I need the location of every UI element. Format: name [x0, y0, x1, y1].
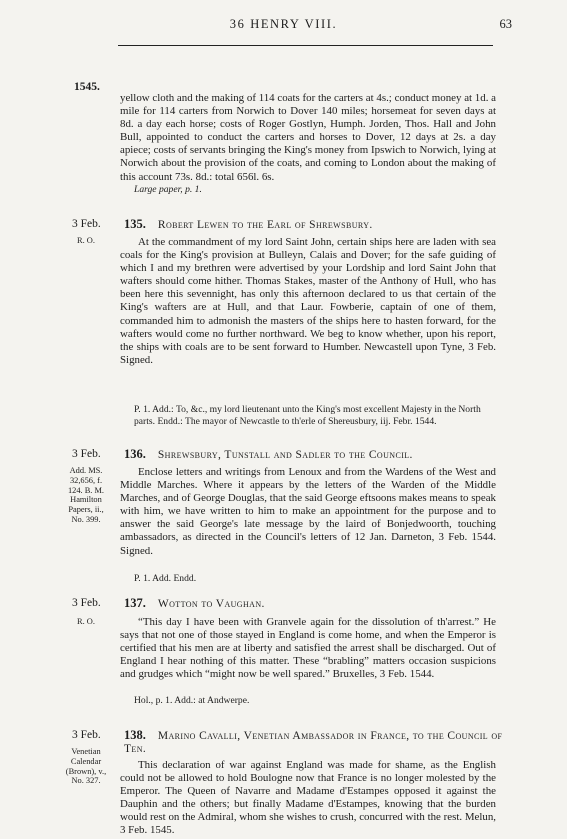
- entry-heading: [124, 596, 504, 611]
- entry-title: Wotton to Vaughan.: [157, 598, 265, 610]
- entry-date: 3 Feb.: [72, 597, 101, 609]
- entry-note: Hol., p. 1. Add.: at Andwerpe.: [134, 695, 250, 706]
- entry-text: At the commandment of my lord Saint John, certain ships here are laden with sea coals for the King's provision at Bulleyn, Calais and Dover; for the safe guiding of which I and my brethren were advertised by your Lordship and lord Saint John that wafters should come hither. Thomas Stakes, master of the Anthony of Hull, who has been here this sevennight, has only this afternoon declared to us that certain of the King's wafters are at Hull, and that Laur. Fowberie, captain of one of them, commanded him to admonish the masters of the ships here to hasten forward, for the wafters would come no further northward. We beg to know whether, upon his report, the ships with coals are to be sent forward to Humber. Newcastell upon Tyne, 3 Feb. Signed.: [120, 236, 496, 366]
- entry-date: 3 Feb.: [72, 729, 101, 741]
- running-title: 36 HENRY VIII.: [229, 17, 338, 31]
- entry-text: “This day I have been with Granvele again for the dissolution of th'arrest.” He says that not one of those stayed in England is come home, and when the Emperor is certified that his men are at liberty and satisfied the arrest shall be discharged. Out of England I hear nothing of this matter. These “brabling” matters occasion suspicions and grudges which “might now be well spared.” Bruxelles, 3 Feb. 1544.: [120, 616, 496, 681]
- entry-date: 3 Feb.: [72, 448, 101, 460]
- running-head: [0, 17, 567, 33]
- entry-heading: [124, 217, 504, 232]
- entry-heading: [124, 447, 504, 462]
- entry-note: P. 1. Add. Endd.: [134, 573, 197, 584]
- entry-number: 137.: [124, 596, 146, 610]
- margin-year: 1545.: [74, 81, 100, 93]
- entry-number: 138.: [124, 728, 146, 742]
- entry-title: Marino Cavalli, Venetian Ambassador in France, to the Council of Ten.: [124, 730, 503, 755]
- page-number: 63: [499, 17, 512, 31]
- entry-date: 3 Feb.: [72, 218, 101, 230]
- entry-source: R. O.: [77, 617, 95, 626]
- continuation-note: Large paper, p. 1.: [134, 184, 202, 195]
- entry-heading: [124, 728, 504, 755]
- entry-source: R. O.: [77, 236, 95, 245]
- entry-number: 135.: [124, 217, 146, 231]
- continuation-text: yellow cloth and the making of 114 coats for the carters at 4s.; conduct money at 1d. a mile for 114 carters from Norwich to Dover 140 miles; horsemeat for seven days at 8d. a day each horse; costs of Roger Gostlyn, Humph. Jorden, Thos. Hall and John Bull, appointed to conduct the carters and horses to Dover, 12 days at 2s. a day apiece; costs of servants bringing the King's money from Ipswich to Norwich, lying at Norwich about the provision of the coats, and coming to London about the making of this account 73s. 8d.: total 656l. 6s.: [120, 92, 496, 183]
- entry-source: Venetian Calendar (Brown), v., No. 327.: [65, 747, 107, 786]
- entry-title: Shrewsbury, Tunstall and Sadler to the Council.: [157, 449, 413, 461]
- entry-text: This declaration of war against England was made for shame, as the English could not be allowed to hold Boulogne now that France is no longer molested by the Emperor. The Queen of Navarre and Madame d'Estampes opposed it against the Dauphin and the others; but finally Madame d'Estampes, knowing that the burden would rest on the Admiral, whom she wishes to crush, concurred with the rest. Melun, 3 Feb. 1545.: [120, 759, 496, 837]
- entry-title: Robert Lewen to the Earl of Shrewsbury.: [157, 219, 373, 231]
- entry-note: P. 1. Add.: To, &c., my lord lieutenant unto the King's most excellent Majesty in the North parts. Endd.: The mayor of Newcastle to th'erle of Shereusbury, iij. Febr. 1544.: [134, 404, 481, 428]
- entry-number: 136.: [124, 447, 146, 461]
- header-rule: [118, 45, 493, 46]
- entry-text: Enclose letters and writings from Lenoux and from the Wardens of the West and Middle Marches. Where it appears by the letters of the Warden of the Middle Marches, and of George Douglas, that the said George eftsoons makes means to speak with him, we have written to him to make an appointment for the purpose and to answer the said George's late message by the laird of Bonjedwoorth, touching ambassadors, as directed in the Council's letters of 12 Jan. Darneton, 3 Feb. 1544. Signed.: [120, 466, 496, 557]
- entry-source: Add. MS. 32,656, f. 124. B. M. Hamilton Papers, ii., No. 399.: [67, 466, 105, 524]
